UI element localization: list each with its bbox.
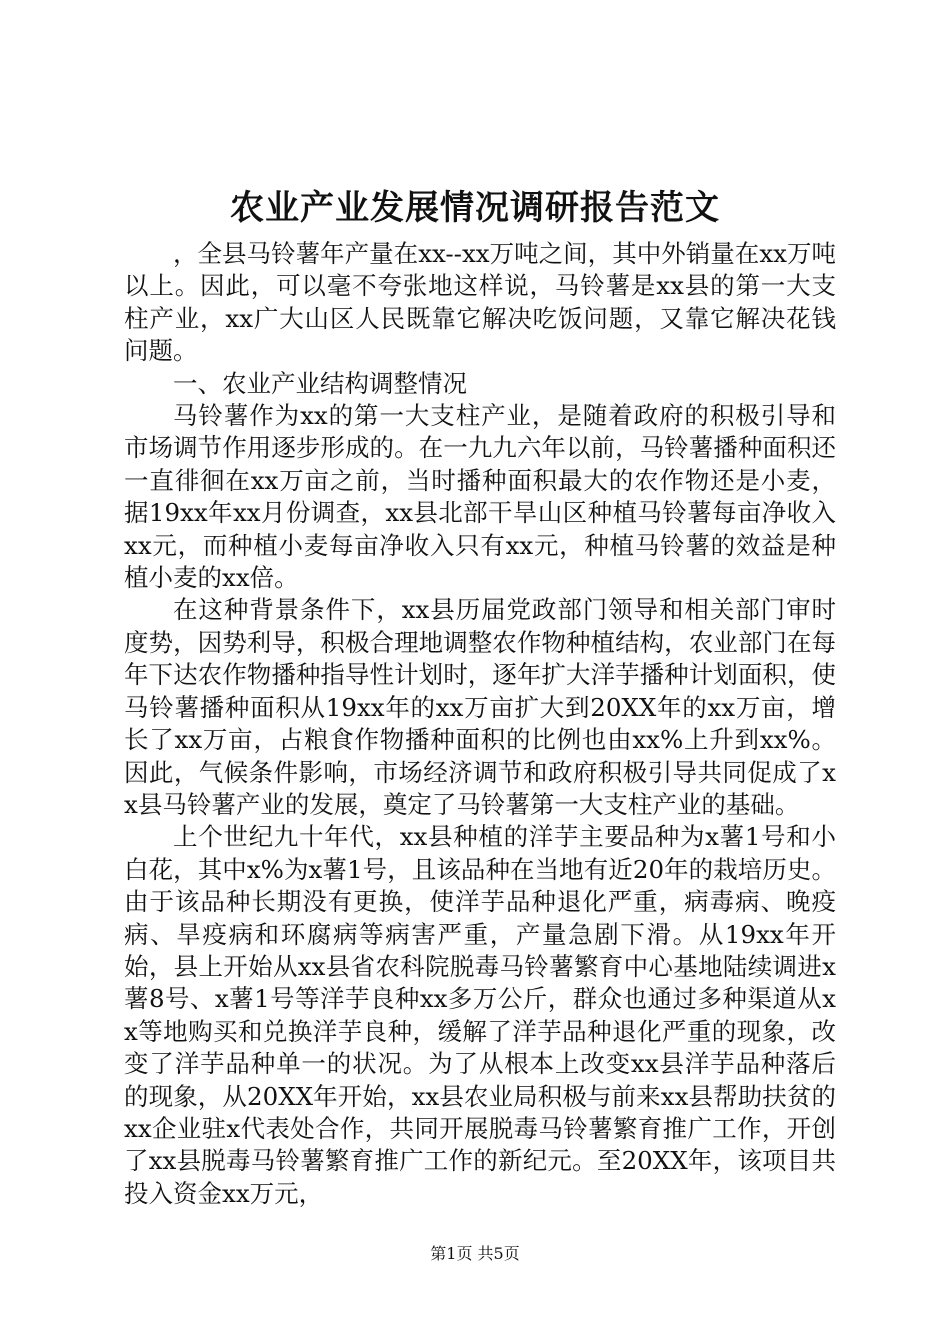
paragraph-potato-pillar: 马铃薯作为xx的第一大支柱产业，是随着政府的积极引导和市场调节作用逐步形成的。在一九九六年以前，马铃薯播种面积还一直徘徊在xx万亩之前，当时播种面积最大的农作物还是小麦，据19xx年xx月份调查，xx县北部干旱山区种植马铃薯每亩净收入xx元，而种植小麦每亩净收入只有xx元，种植马铃薯的效益是种植小麦的xx倍。 xyxy=(124,401,836,593)
paragraph-variety-history: 上个世纪九十年代，xx县种植的洋芋主要品种为x薯1号和小白花，其中x%为x薯1号，且该品种在当地有近20年的栽培历史。由于该品种长期没有更换，使洋芋品种退化严重，病毒病、晚疫病、旱疫病和环腐病等病害严重，产量急剧下滑。从19xx年开始，县上开始从xx县省农科院脱毒马铃薯繁育中心基地陆续调进x薯8号、x薯1号等洋芋良种xx多万公斤，群众也通过多种渠道从xx等地购买和兑换洋芋良种，缓解了洋芋品种退化严重的现象，改变了洋芋品种单一的状况。为了从根本上改变xx县洋芋品种落后的现象，从20XX年开始，xx县农业局积极与前来xx县帮助扶贫的xx企业驻x代表处合作，共同开展脱毒马铃薯繁育推广工作，开创了xx县脱毒马铃薯繁育推广工作的新纪元。至20XX年，该项目共投入资金xx万元， xyxy=(124,822,836,1208)
document-body xyxy=(124,238,836,1210)
paragraph-background: 在这种背景条件下，xx县历届党政部门领导和相关部门审时度势，因势利导，积极合理地调整农作物种植结构，农业部门在每年下达农作物播种指导性计划时，逐年扩大洋芋播种计划面积，使马铃薯播种面积从19xx年的xx万亩扩大到20XX年的xx万亩，增长了xx万亩，占粮食作物播种面积的比例也由xx%上升到xx%。因此，气候条件影响，市场经济调节和政府积极引导共同促成了xx县马铃薯产业的发展，奠定了马铃薯第一大支柱产业的基础。 xyxy=(124,595,836,819)
section-heading: 一、农业产业结构调整情况 xyxy=(173,368,467,398)
page-footer: 第1页 共5页 xyxy=(430,1244,520,1263)
paragraph-intro: ，全县马铃薯年产量在xx--xx万吨之间，其中外销量在xx万吨以上。因此，可以毫不夸张地这样说，马铃薯是xx县的第一大支柱产业，xx广大山区人民既靠它解决吃饭问题，又靠它解决花钱问题。 xyxy=(124,239,836,366)
document-title: 农业产业发展情况调研报告范文 xyxy=(230,188,720,228)
